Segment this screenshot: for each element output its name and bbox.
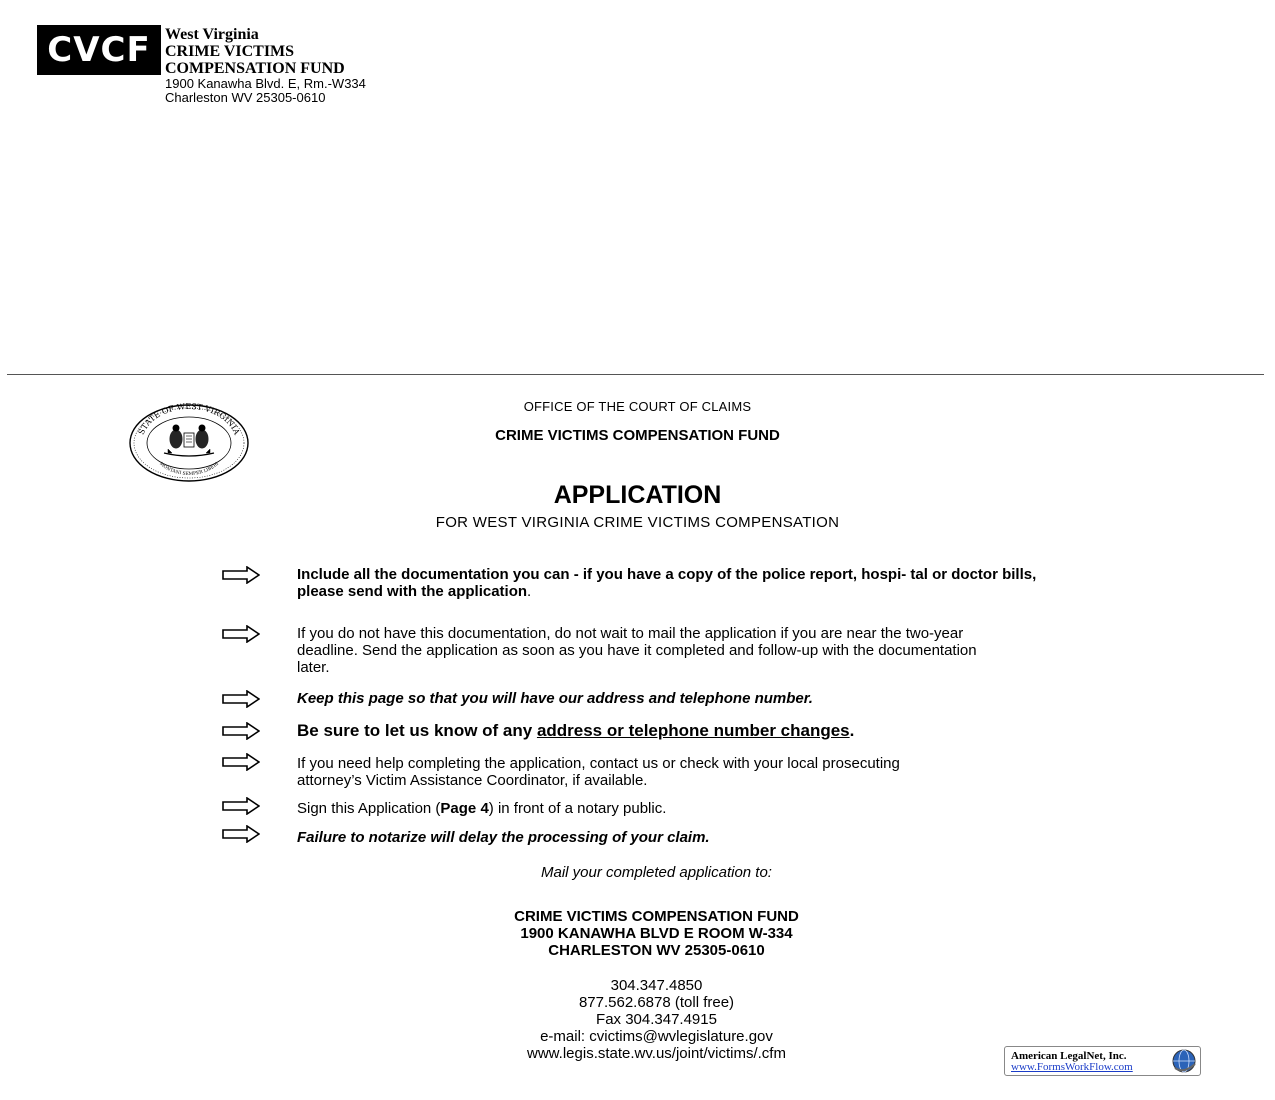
instruction-deadline: If you do not have this documentation, do not wait to mail the application if you are near the two-year deadline. Send the application as soon as you have it completed and follow-up with the documentation later. <box>297 625 977 676</box>
instruction-text: Sign this Application ( <box>297 800 441 817</box>
org-address-line: Charleston WV 25305-0610 <box>165 90 326 105</box>
seal-motto: MONTANI SEMPER LIBERI <box>158 461 220 477</box>
badge-company: American LegalNet, Inc. <box>1011 1050 1127 1062</box>
fund-heading: CRIME VICTIMS COMPENSATION FUND <box>495 427 780 444</box>
page-subtitle: FOR WEST VIRGINIA CRIME VICTIMS COMPENSATION <box>435 514 840 531</box>
instruction-text: Be sure to let us know of any <box>297 721 537 740</box>
org-name-line: West Virginia <box>165 26 259 43</box>
mail-intro: Mail your completed application to: <box>541 864 772 881</box>
page-title: APPLICATION <box>553 481 722 509</box>
org-name-line: CRIME VICTIMS <box>165 43 295 60</box>
instruction-notarize: Failure to notarize will delay the processing of your claim. <box>297 829 710 846</box>
arrow-right-icon <box>222 566 260 584</box>
instruction-sign <box>297 800 1042 817</box>
instruction-tail: . <box>849 721 855 740</box>
forms-workflow-badge[interactable] <box>1004 1046 1201 1076</box>
org-address-line: 1900 Kanawha Blvd. E, Rm.-W334 <box>165 76 366 91</box>
org-name-line: COMPENSATION FUND <box>165 60 345 77</box>
arrow-right-icon <box>222 753 260 771</box>
page-divider <box>7 374 1264 375</box>
cvcf-logo: CVCF <box>37 25 161 75</box>
instruction-help: If you need help completing the application, contact us or check with your local prosecuting attorney’s Victim Assistance Coordinator, if available. <box>297 755 900 789</box>
mailing-address <box>0 908 1275 959</box>
website: www.legis.state.wv.us/joint/victims/.cfm <box>527 1045 786 1062</box>
instruction-tail: . <box>527 583 532 600</box>
instruction-changes <box>297 722 1042 739</box>
globe-icon <box>1171 1048 1197 1074</box>
instruction-text: Include all the documentation you can - if you have a copy of the police report, hospi- tal or doctor bills, please send with the application <box>297 566 1037 600</box>
arrow-right-icon <box>222 690 260 708</box>
office-heading: OFFICE OF THE COURT OF CLAIMS <box>523 399 752 414</box>
fax: Fax 304.347.4915 <box>596 1011 717 1028</box>
mailing-address-line: CHARLESTON WV 25305-0610 <box>548 942 765 959</box>
instruction-underlined: address or telephone number changes <box>536 721 850 740</box>
seal-legend: STATE OF WEST VIRGINIA <box>136 403 242 437</box>
arrow-right-icon <box>222 625 260 643</box>
instruction-page-ref: Page 4 <box>440 800 489 817</box>
org-address <box>165 77 366 105</box>
instruction-keep-page: Keep this page so that you will have our address and telephone number. <box>297 690 813 707</box>
arrow-right-icon <box>222 722 260 740</box>
org-name <box>165 26 345 77</box>
mailing-address-line: 1900 KANAWHA BLVD E ROOM W-334 <box>520 925 793 942</box>
badge-link[interactable]: www.FormsWorkFlow.com <box>1011 1061 1133 1073</box>
arrow-right-icon <box>222 797 260 815</box>
mailing-address-line: CRIME VICTIMS COMPENSATION FUND <box>514 908 799 925</box>
email: e-mail: cvictims@wvlegislature.gov <box>540 1028 773 1045</box>
arrow-right-icon <box>222 825 260 843</box>
toll-free-phone: 877.562.6878 (toll free) <box>578 994 735 1011</box>
instruction-documentation <box>297 566 1039 600</box>
instruction-tail: ) in front of a notary public. <box>488 800 667 817</box>
phone: 304.347.4850 <box>610 977 703 994</box>
